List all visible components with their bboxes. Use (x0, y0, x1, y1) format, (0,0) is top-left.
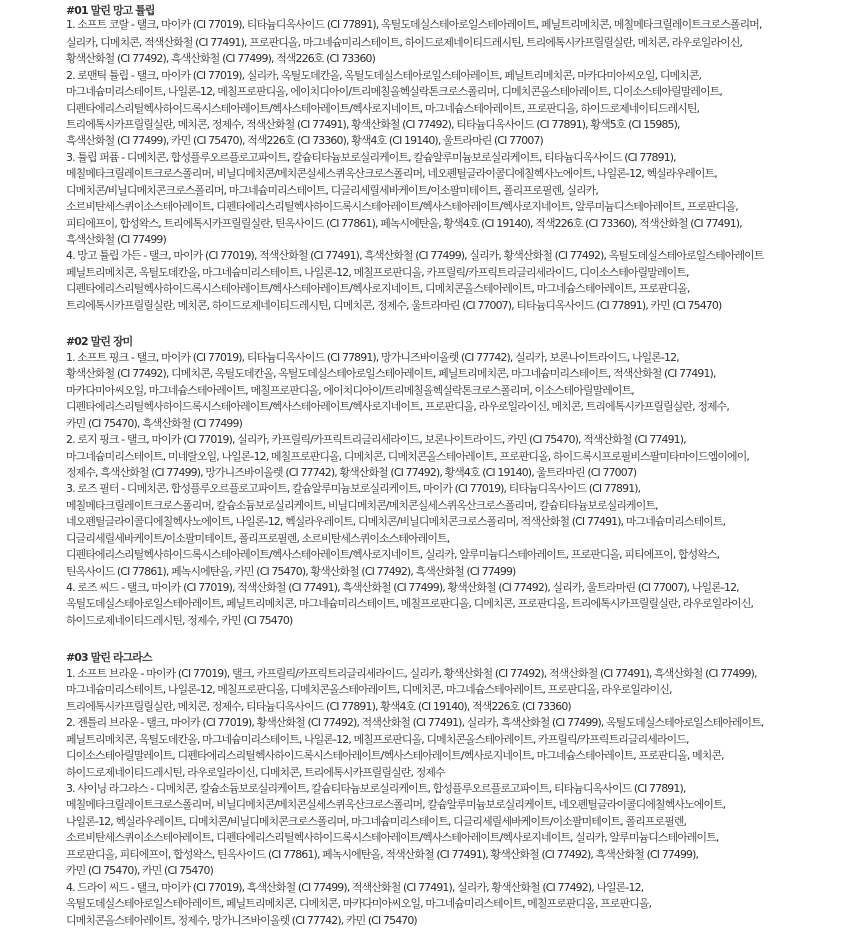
text-line: 흑색산화철 (CI 77499), 카민 (CI 75470), 적색226호 (CI 73360), 황색4호 (CI 19140), 울트라마린 (CI 77007) (66, 134, 543, 148)
text-line: 페닐트리메치콘, 옥틸도데칸올, 마그네슘미리스테이트, 나일론-12, 메칠프로판디올, 카프릴릭/카프릭트리글리세라이드, 디이소스테아릴말레이트, (66, 265, 689, 279)
text-line: 마카다미아씨오일, 마그네슘스테아레이트, 메칠프로판디올, 에이치디아이/트리메칠올헥실락톤크로스폴리머, 이소스테아릴말레이트, (66, 383, 634, 397)
text-line: 피티에프이, 합성왁스, 트리에톡시카프릴릴실란, 틴옥사이드 (CI 77861), 페녹시에탄올, 황색4호 (CI 19140), 적색226호 (CI 73360), 적색산화철 (CI 77491), (66, 216, 742, 230)
text-line: 프로판디올, 피티에프이, 합성왁스, 틴옥사이드 (CI 77861), 페녹시에탄올, 적색산화철 (CI 77491), 황색산화철 (CI 77492), 흑색산화철 (CI 77499), (66, 847, 699, 861)
text-line: 3. 로즈 필터 - 디메치콘, 합성플루오르플로고파이트, 칼슘알루미늄보로실리케이트, 마이카 (CI 77019), 티타늄디옥사이드 (CI 77891), (66, 482, 641, 496)
text-line: 4. 로즈 씨드 - 탤크, 마이카 (CI 77019), 적색산화철 (CI 77491), 흑색산화철 (CI 77499), 황색산화철 (CI 77492), 실리카, 울트라마린 (CI 77007), 나일론-12, (66, 580, 739, 594)
text-line: 흑색산화철 (CI 77499) (66, 232, 166, 246)
text-line: 옥틸도데실스테아로일스테아레이트, 페닐트리메치콘, 디메치콘, 마카다미아씨오일, 마그네슘미리스테이트, 메칠프로판디올, 프로판디올, (66, 897, 652, 911)
text-line: 실리카, 디메치콘, 적색산화철 (CI 77491), 프로판디올, 마그네슘미리스테이트, 하이드로제네이티드레시틴, 트리에톡시카프릴릴실란, 메치콘, 라우로일라이신, (66, 35, 743, 49)
text-line: 정제수, 흑색산화철 (CI 77499), 망가니즈바이올렛 (CI 77742), 황색산화철 (CI 77492), 황색4호 (CI 19140), 울트라마린 (CI 77007) (66, 465, 637, 479)
text-line: 디이소스테아릴말레이트, 디펜타에리스리틸헥사하이드록시스테아레이트/헥사스테아레이트/헥사로지네이트, 마그네슘스테아레이트, 프로판디올, 메치콘, (66, 749, 724, 763)
text-line: 페닐트리메치콘, 옥틸도데칸올, 마그네슘미리스테이트, 나일론-12, 메칠프로판디올, 디메치콘올스테아레이트, 카프릴릭/카프릭트리글리세라이드, (66, 732, 689, 746)
text-line: 황색산화철 (CI 77492), 디메치콘, 옥틸도데칸올, 옥틸도데실스테아로일스테아레이트, 페닐트리메치콘, 마그네슘미리스테이트, 적색산화철 (CI 77491), (66, 367, 716, 381)
text-line: 3. 튤립 퍼퓸 - 디메치콘, 합성플루오르플로고파이트, 칼슘티타늄보로실리케이트, 칼슘알루미늄보로실리케이트, 티타늄디옥사이드 (CI 77891), (66, 150, 676, 164)
text-line: 4. 드라이 씨드 - 탤크, 마이카 (CI 77019), 흑색산화철 (CI 77499), 적색산화철 (CI 77491), 실리카, 황색산화철 (CI 77492), 나일론-12, (66, 880, 644, 894)
text-line: 4. 망고 튤립 가든 - 탤크, 마이카 (CI 77019), 적색산화철 (CI 77491), 흑색산화철 (CI 77499), 실리카, 황색산화철 (CI 77492), 옥틸도데실스테아로일스테아레이트 (66, 249, 764, 263)
text-line: 나일론-12, 헥실라우레이트, 디메치콘/비닐디메치콘크로스폴리머, 마그네슘미리스테이트, 디글리세릴세바케이트/이소팔미테이트, 폴리프로필렌, (66, 814, 687, 828)
text-line: 마그네슘미리스테이트, 나일론-12, 메칠프로판디올, 디메치콘올스테아레이트, 디메치콘, 마그네슘스테아레이트, 프로판디올, 라우로일라이신, (66, 683, 672, 697)
text-line: 2. 로지 핑크 - 탤크, 마이카 (CI 77019), 실리카, 카프릴릭/카프릭트리글리세라이드, 보론나이트라이드, 카민 (CI 75470), 적색산화철 (CI 77491), (66, 433, 686, 447)
text-line: 마그네슘미리스테이트, 나일론-12, 메칠프로판디올, 에이치디아이/트리메칠올헥실락톤크로스폴리머, 디메치콘올스테아레이트, 디이소스테아릴말레이트, (66, 85, 723, 99)
text-line: 카민 (CI 75470), 흑색산화철 (CI 77499) (66, 416, 242, 430)
text-line: 소르비탄세스퀴이소스테아레이트, 디펜타에리스리틸헥사하이드록시스테아레이트/헥사스테아레이트/헥사로지네이트, 실리카, 알루미늄디스테아레이트, (66, 831, 719, 845)
text-line: 소르비탄세스퀴이소스테아레이트, 디펜타에리스리틸헥사하이드록시스테아레이트/헥사스테아레이트/헥사로지네이트, 알루미늄디스테아레이트, 프로판디올, (66, 200, 738, 214)
text-line: 네오펜틸글라이콜디에칠헥사노에이트, 나일론-12, 헥실라우레이트, 디메치콘/비닐디메치콘크로스폴리머, 적색산화철 (CI 77491), 마그네슘미리스테이트, (66, 515, 726, 529)
text-line: 1. 소프트 브라운 - 마이카 (CI 77019), 탤크, 카프릴릭/카프릭트리글리세라이드, 실리카, 황색산화철 (CI 77492), 적색산화철 (CI 77491), 흑색산화철 (CI 77499), (66, 667, 757, 680)
text-line: 디펜타에리스리틸헥사하이드록시스테아레이트/헥사스테아레이트/헥사로지네이트, 마그네슘스테아레이트, 프로판디올, 하이드로제네이티드레시틴, (66, 101, 700, 115)
text-line: 메칠메타크릴레이트크로스폴리머, 칼슘소듐보로실리케이트, 비닐디메치콘/메치콘실세스퀴옥산크로스폴리머, 칼슘티타늄보로실리케이트, (66, 498, 658, 512)
text-line: 디펜타에리스리틸헥사하이드록시스테아레이트/헥사스테아레이트/헥사로지네이트, 디메치콘올스테아레이트, 마그네슘스테아레이트, 프로판디올, (66, 282, 690, 296)
text-line: 트리에톡시카프릴릴실란, 메치콘, 정제수, 티타늄디옥사이드 (CI 77891), 황색4호 (CI 19140), 적색226호 (CI 73360) (66, 699, 571, 713)
text-line: 카민 (CI 75470), 카민 (CI 75470) (66, 864, 213, 878)
section-heading: #03 말린 라그라스 (66, 650, 152, 664)
text-line: 옥틸도데실스테아로일스테아레이트, 페닐트리메치콘, 마그네슘미리스테이트, 메칠프로판디올, 디메치콘, 프로판디올, 트리에톡시카프릴릴실란, 라우로일라이신, (66, 597, 754, 611)
text-line: 디메치콘/비닐디메치콘크로스폴리머, 마그네슘미리스테이트, 디글리세릴세바케이트/이소팔미테이트, 폴리프로필렌, 실리카, (66, 183, 599, 197)
text-line: 1. 소프트 코랄 - 탤크, 마이카 (CI 77019), 티타늄디옥사이드 (CI 77891), 옥틸도데실스테아로일스테아레이트, 페닐트리메치콘, 메칠메타크릴레이트크로스폴리머, (66, 18, 762, 32)
text-line: 2. 로맨틱 튤립 - 탤크, 마이카 (CI 77019), 실리카, 옥틸도데칸올, 옥틸도데실스테아로일스테아레이트, 페닐트리메치콘, 마카다미아씨오일, 디메치콘, (66, 68, 702, 82)
section-heading: #01 말린 망고 튤립 (66, 3, 155, 17)
text-line: 트리에톡시카프릴릴실란, 메치콘, 정제수, 적색산화철 (CI 77491), 황색산화철 (CI 77492), 티타늄디옥사이드 (CI 77891), 황색5호 (CI 15985), (66, 117, 680, 131)
text-line: 디펜타에리스리틸헥사하이드록시스테아레이트/헥사스테아레이트/헥사로지네이트, 프로판디올, 라우로일라이신, 메치콘, 트리에톡시카프릴릴실란, 정제수, (66, 400, 729, 414)
text-line: 메칠메타크릴레이트크로스폴리머, 비닐디메치콘/메치콘실세스퀴옥산크로스폴리머, 칼슘알루미늄보로실리케이트, 네오펜틸글라이콜디에칠헥사노에이트, (66, 798, 726, 812)
text-line: 황색산화철 (CI 77492), 흑색산화철 (CI 77499), 적색226호 (CI 73360) (66, 52, 375, 66)
text-line: 하이드로제네이티드레시틴, 정제수, 카민 (CI 75470) (66, 613, 293, 627)
text-line: 디메치콘올스테아레이트, 정제수, 망가니즈바이올렛 (CI 77742), 카민 (CI 75470) (66, 913, 417, 927)
text-line: 하이드로제네이티드레시틴, 라우로일라이신, 디메치콘, 트리에톡시카프릴릴실란, 정제수 (66, 765, 445, 779)
section-heading: #02 말린 장미 (66, 335, 133, 349)
text-line: 마그네슘미리스테이트, 미네랄오일, 나일론-12, 메칠프로판디올, 디메치콘, 디메치콘올스테아레이트, 프로판디올, 하이드록시프로필비스팔미타마이드엠이에이, (66, 449, 749, 463)
text-line: 디글리세릴세바케이트/이소팔미테이트, 폴리프로필렌, 소르비탄세스퀴이소스테아레이트, (66, 531, 450, 545)
text-line: 1. 소프트 핑크 - 탤크, 마이카 (CI 77019), 티타늄디옥사이드 (CI 77891), 망가니즈바이올렛 (CI 77742), 실리카, 보론나이트라이드, 나일론-12, (66, 350, 679, 364)
text-line: 트리에톡시카프릴릴실란, 메치콘, 하이드로제네이티드레시틴, 디메치콘, 정제수, 울트라마린 (CI 77007), 티타늄디옥사이드 (CI 77891), 카민 (CI 75470) (66, 298, 722, 312)
text-line: 메칠메타크릴레이트크로스폴리머, 비닐디메치콘/메치콘실세스퀴옥산크로스폴리머, 네오펜틸글라이콜디에칠헥사노에이트, 나일론-12, 헥실라우레이트, (66, 167, 717, 181)
text-line: 틴옥사이드 (CI 77861), 페녹시에탄올, 카민 (CI 75470), 황색산화철 (CI 77492), 흑색산화철 (CI 77499) (66, 564, 516, 578)
text-line: 3. 샤이닝 라그라스 - 디메치콘, 칼슘소듐보로실리케이트, 칼슘티타늄보로실리케이트, 합성플루오르플로고파이트, 티타늄디옥사이드 (CI 77891), (66, 782, 686, 796)
text-line: 2. 젠틀리 브라운 - 탤크, 마이카 (CI 77019), 황색산화철 (CI 77492), 적색산화철 (CI 77491), 실리카, 흑색산화철 (CI 77499), 옥틸도데실스테아로일스테아레이트, (66, 716, 764, 730)
text-line: 디펜타에리스리틸헥사하이드록시스테아레이트/헥사스테아레이트/헥사로지네이트, 실리카, 알루미늄디스테아레이트, 프로판디올, 피티에프이, 합성왁스, (66, 548, 720, 562)
